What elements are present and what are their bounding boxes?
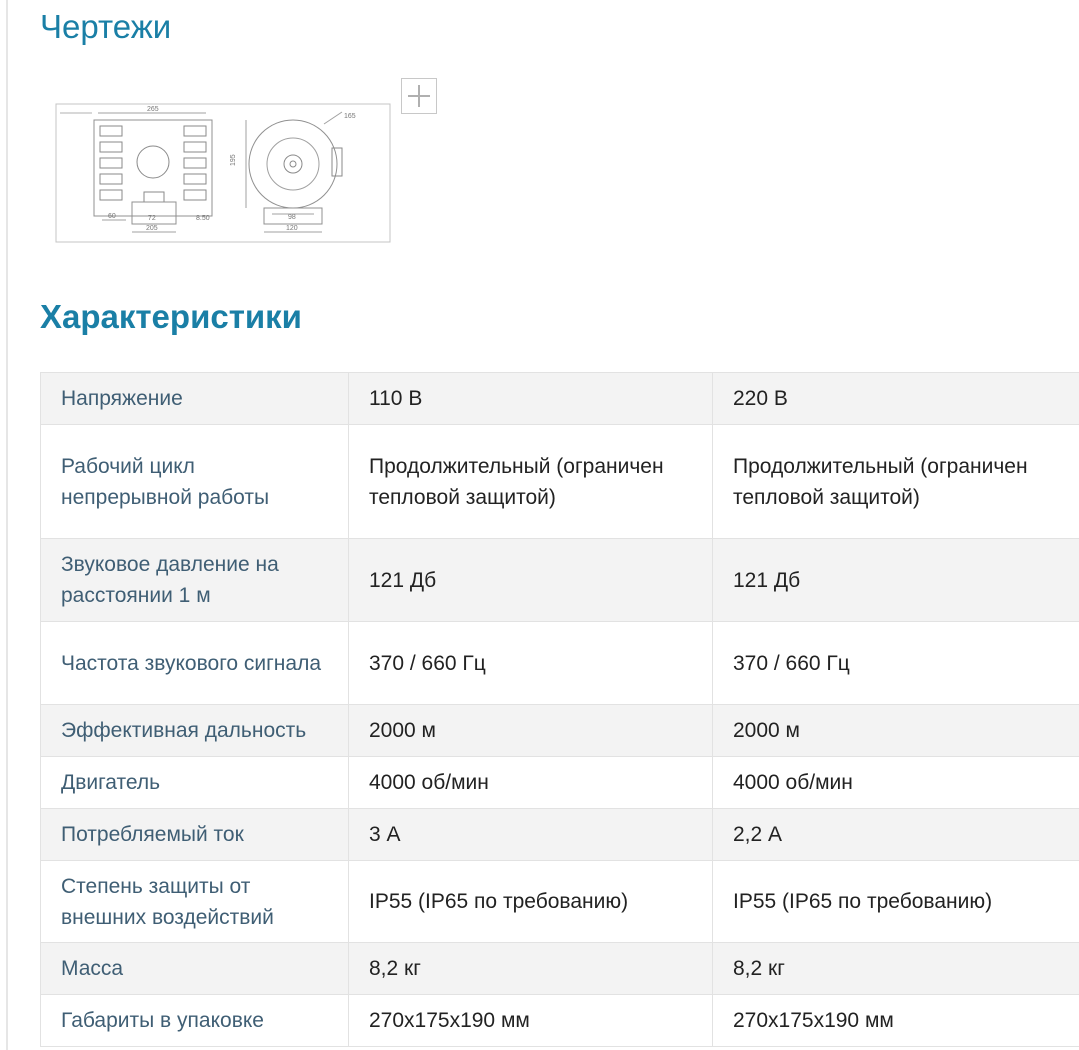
dim-label: 8.50 (196, 215, 210, 222)
drawings-heading: Чертежи (40, 8, 172, 45)
spec-value-220v: 2000 м (713, 705, 1079, 757)
spec-label: Рабочий цикл непрерывной работы (41, 425, 349, 539)
spec-value-110v: 2000 м (349, 705, 713, 757)
spec-label: Габариты в упаковке (41, 995, 349, 1047)
spec-label: Двигатель (41, 757, 349, 809)
left-fins (100, 126, 122, 200)
dim-label: 205 (146, 225, 158, 232)
spec-label: Напряжение (41, 373, 349, 425)
specs-table (40, 372, 1079, 1047)
spec-value-220v: 121 Дб (713, 539, 1079, 622)
spec-value-110v: 8,2 кг (349, 943, 713, 995)
side-mid-circle (267, 138, 319, 190)
specs-heading: Характеристики (40, 298, 302, 335)
front-center-circle (137, 146, 169, 178)
spec-value-110v: 110 В (349, 373, 713, 425)
table-row (41, 425, 1079, 539)
dim-label: 72 (148, 215, 156, 222)
spec-value-110v: IP55 (IP65 по требованию) (349, 861, 713, 943)
dim-label: 165 (344, 113, 356, 120)
spec-label: Степень защиты от внешних воздействий (41, 861, 349, 943)
spec-label: Масса (41, 943, 349, 995)
table-row (41, 757, 1079, 809)
spec-label: Эффективная дальность (41, 705, 349, 757)
dim-label: 195 (230, 154, 237, 166)
spec-value-220v: IP55 (IP65 по требованию) (713, 861, 1079, 943)
spec-value-220v: 370 / 660 Гц (713, 622, 1079, 705)
side-outer-circle (249, 120, 337, 208)
table-row (41, 861, 1079, 943)
spec-value-110v: 3 А (349, 809, 713, 861)
dim-label: 265 (147, 106, 159, 113)
table-row (41, 809, 1079, 861)
dim-label: 60 (108, 213, 116, 220)
table-row (41, 539, 1079, 622)
table-row (41, 705, 1079, 757)
table-row (41, 943, 1079, 995)
spec-value-220v: Продолжительный (ограничен тепловой защитой) (713, 425, 1079, 539)
spec-value-220v: 8,2 кг (713, 943, 1079, 995)
left-border (6, 0, 8, 1050)
spec-value-110v: Продолжительный (ограничен тепловой защитой) (349, 425, 713, 539)
table-row (41, 373, 1079, 425)
spec-label: Частота звукового сигнала (41, 622, 349, 705)
spec-label: Звуковое давление на расстоянии 1 м (41, 539, 349, 622)
spec-value-110v: 121 Дб (349, 539, 713, 622)
drawing-frame (56, 104, 390, 242)
spec-value-110v: 4000 об/мин (349, 757, 713, 809)
spec-label: Потребляемый ток (41, 809, 349, 861)
right-fins (184, 126, 206, 200)
technical-drawing[interactable] (52, 80, 412, 248)
spec-value-220v: 270x175x190 мм (713, 995, 1079, 1047)
drawing-svg (52, 80, 412, 248)
spec-value-220v: 2,2 А (713, 809, 1079, 861)
spec-value-220v: 4000 об/мин (713, 757, 1079, 809)
table-row (41, 995, 1079, 1047)
table-row (41, 622, 1079, 705)
spec-value-220v: 220 В (713, 373, 1079, 425)
dim-label: 120 (286, 225, 298, 232)
spec-value-110v: 370 / 660 Гц (349, 622, 713, 705)
dim-label: 98 (288, 214, 296, 221)
zoom-plus-icon[interactable] (401, 78, 437, 114)
spec-value-110v: 270x175x190 мм (349, 995, 713, 1047)
